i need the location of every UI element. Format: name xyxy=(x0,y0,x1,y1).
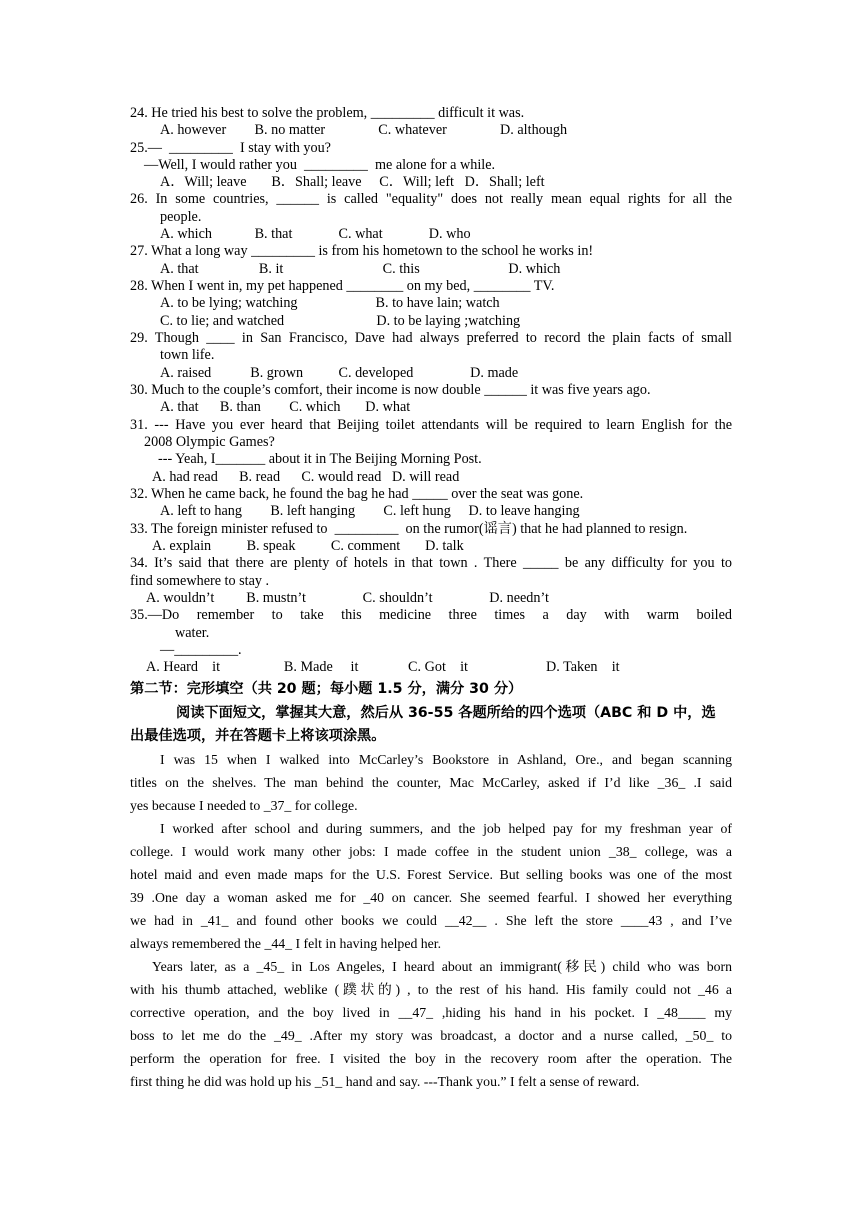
q24-options: A. however B. no matter C. whatever D. although xyxy=(160,122,568,138)
q31-reply: --- Yeah, I_______ about it in The Beijing Morning Post. xyxy=(158,451,482,467)
passage-p2-line4: 39 .One day a woman asked me for _40 on cancer. She seemed fearful. I showed her everything xyxy=(130,890,732,905)
q28-stem: 28. When I went in, my pet happened ________ on my bed, ________ TV. xyxy=(130,278,555,294)
q30-stem: 30. Much to the couple’s comfort, their income is now double ______ it was five years ago. xyxy=(130,382,651,398)
q27-options: A. that B. it C. this D. which xyxy=(160,261,561,277)
passage-p1-line1: I was 15 when I walked into McCarley’s Bookstore in Ashland, Ore., and began scanning xyxy=(160,752,732,767)
q34-stem-line2: find somewhere to stay . xyxy=(130,573,270,589)
passage-p3-line1: Years later, as a _45_ in Los Angeles, I heard about an immigrant(移民) child who was born xyxy=(152,959,732,974)
passage-p2-line1: I worked after school and during summers, and the job helped pay for my freshman year of xyxy=(160,821,732,836)
q30-options: A. that B. than C. which D. what xyxy=(160,399,411,415)
passage-p3-line4: boss to let me do the _49_ .After my story was broadcast, a doctor and a nurse called, _50_ to xyxy=(130,1028,732,1043)
passage-p2-line6: always remembered the _44_ I felt in having helped her. xyxy=(130,936,442,951)
q26-stem-line2: people. xyxy=(160,209,202,225)
passage-p2-line5: we had in _41_ and found other books we could __42__ . She left the store ____43 , and I’ve xyxy=(130,913,732,928)
passage-p1-line2: titles on the shelves. The man behind the counter, Mac McCarley, asked if I’d like _36_ .I said xyxy=(130,775,732,790)
q26-stem-line1: 26. In some countries, ______ is called "equality" does not really mean equal rights for all the xyxy=(130,191,732,207)
q31-stem-line2: 2008 Olympic Games? xyxy=(144,434,275,450)
q32-stem: 32. When he came back, he found the bag he had _____ over the seat was gone. xyxy=(130,486,584,502)
q35-stem-line2: water. xyxy=(175,625,210,641)
passage-p3-line3: corrective operation, and the boy lived in __47_ ,hiding his hand in his pocket. I _48____ my xyxy=(130,1005,732,1020)
section2-instruction-line2: 出最佳选项，并在答题卡上将该项涂黑。 xyxy=(130,728,386,744)
q35-stem-line1: 35.—Do remember to take this medicine three times a day with warm boiled xyxy=(130,607,732,623)
passage-p2-line3: hotel maid and even made maps for the U.S. Forest Service. But selling books was one of the most xyxy=(130,867,732,882)
passage-p3-line5: perform the operation for free. I visited the boy in the recovery room after the operation. The xyxy=(130,1051,732,1066)
q31-stem-line1: 31. --- Have you ever heard that Beijing toilet attendants will be required to learn English for the xyxy=(130,417,732,433)
q35-reply: —_________. xyxy=(160,642,242,658)
q27-stem: 27. What a long way _________ is from his hometown to the school he works in! xyxy=(130,243,594,259)
q26-options: A. which B. that C. what D. who xyxy=(160,226,471,242)
q29-options: A. raised B. grown C. developed D. made xyxy=(160,365,519,381)
q29-stem-line1: 29. Though ____ in San Francisco, Dave had always preferred to record the plain facts of small xyxy=(130,330,732,346)
passage-p1-line3: yes because I needed to _37_ for college. xyxy=(130,798,358,813)
q33-stem: 33. The foreign minister refused to _________ on the rumor(谣言) that he had planned to resign. xyxy=(130,521,688,537)
q25-stem: 25.— _________ I stay with you? xyxy=(130,140,331,156)
q24-stem: 24. He tried his best to solve the problem, _________ difficult it was. xyxy=(130,105,525,121)
q29-stem-line2: town life. xyxy=(160,347,215,363)
q32-options: A. left to hang B. left hanging C. left hung D. to leave hanging xyxy=(160,503,580,519)
section2-instruction-line1: 阅读下面短文，掌握其大意，然后从 36-55 各题所给的四个选项（ABC 和 D 中，选 xyxy=(176,705,716,721)
q25-reply: —Well, I would rather you _________ me alone for a while. xyxy=(144,157,496,173)
q28-options-row1: A. to be lying; watching B. to have lain; watch xyxy=(160,295,500,311)
q33-options: A. explain B. speak C. comment D. talk xyxy=(152,538,464,554)
passage-p2-line2: college. I would work many other jobs: I made coffee in the student union _38_ college, was a xyxy=(130,844,732,859)
q34-stem-line1: 34. It’s said that there are plenty of hotels in that town . There _____ be any difficulty for you to xyxy=(130,555,732,571)
q25-options: A．Will; leave B．Shall; leave C．Will; left D．Shall; left xyxy=(160,174,545,190)
section2-heading: 第二节：完形填空（共 20 题；每小题 1.5 分，满分 30 分） xyxy=(130,681,523,697)
passage-p3-line6: first thing he did was hold up his _51_ hand and say. ---Thank you.” I felt a sense of reward. xyxy=(130,1074,640,1089)
passage-p3-line2: with his thumb attached, weblike (蹼状的) , to the rest of his hand. His family could not _46 a xyxy=(130,982,732,997)
q34-options: A. wouldn’t B. mustn’t C. shouldn’t D. needn’t xyxy=(146,590,549,606)
q28-options-row2: C. to lie; and watched D. to be laying ;watching xyxy=(160,313,521,329)
q31-options: A. had read B. read C. would read D. will read xyxy=(152,469,460,485)
q35-options: A. Heard it B. Made it C. Got it D. Taken it xyxy=(146,659,620,675)
